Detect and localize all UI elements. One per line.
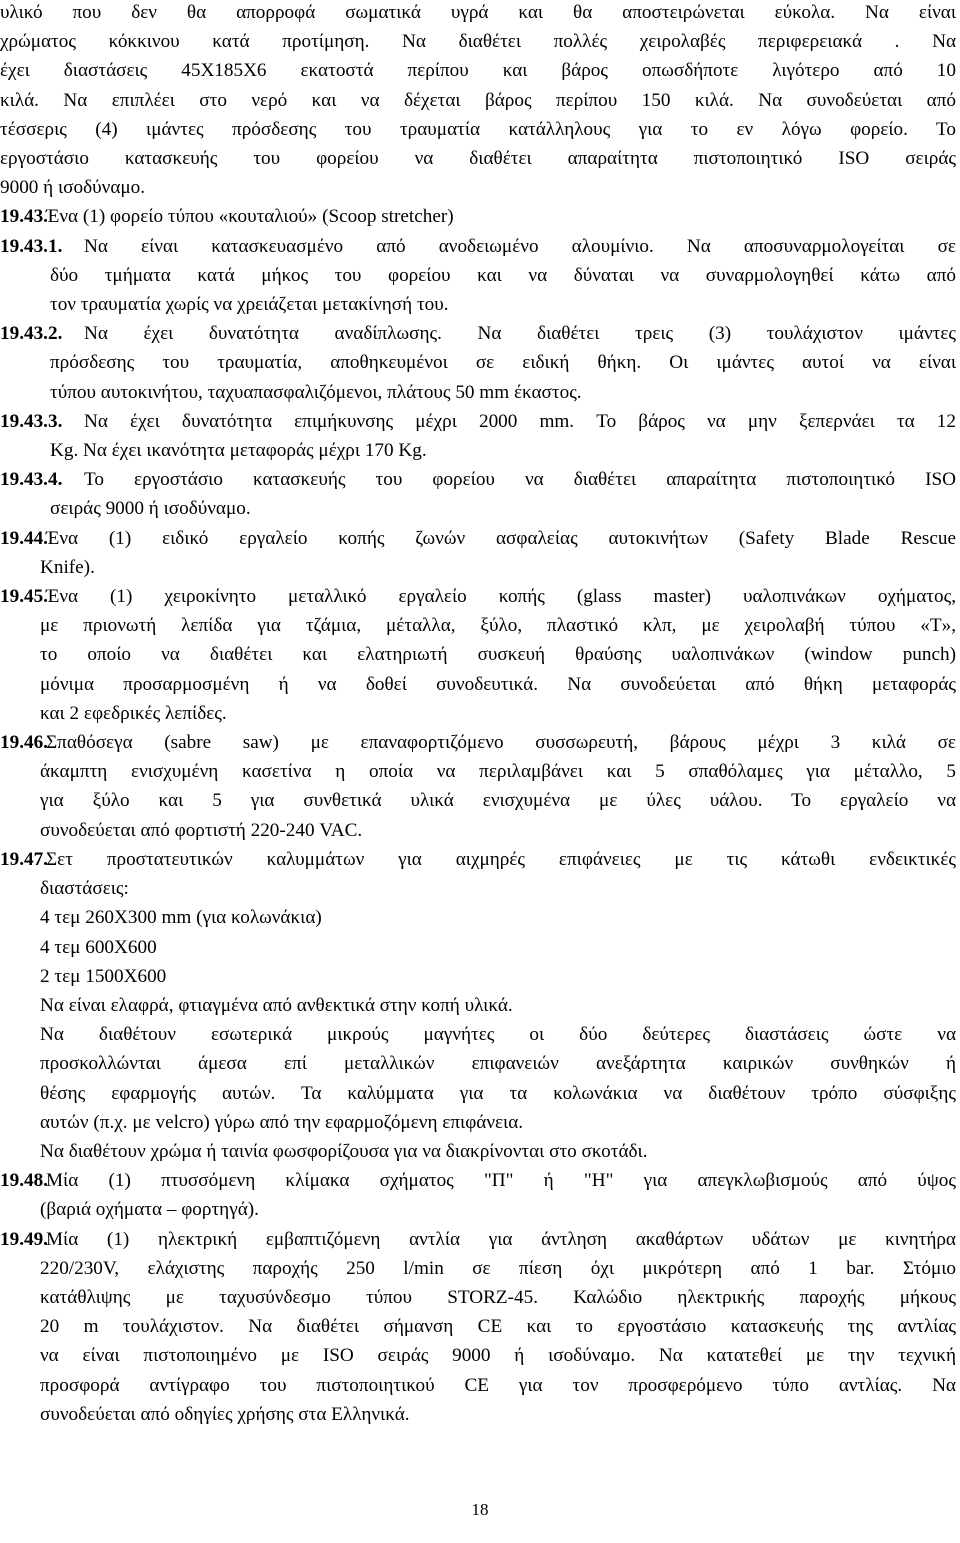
item-line	[0, 786, 956, 815]
numbered-item	[0, 524, 956, 582]
item-line	[0, 1020, 956, 1049]
item-number: 19.49.	[0, 1228, 48, 1250]
item-line	[0, 1195, 956, 1224]
item-first-line	[0, 232, 956, 261]
item-number: 19.43.1.	[0, 235, 63, 257]
indent-spacer	[0, 640, 40, 669]
item-first-line	[0, 845, 956, 874]
indent-spacer	[0, 1020, 40, 1049]
item-number: 19.48.	[0, 1170, 48, 1192]
text-line: δύο τμήματα κατά μήκος του φορείου και να δύναται να συναρμολογηθεί κάτω από	[50, 264, 956, 286]
item-line	[0, 874, 956, 903]
item-line	[0, 933, 956, 962]
item-line	[0, 1137, 956, 1166]
item-number: 19.43.3.	[0, 410, 63, 432]
text-line: Να έχει δυνατότητα επιμήκυνσης μέχρι 2000 mm. Το βάρος να μην ξεπερνάει τα 12	[84, 410, 956, 432]
text-line: το οποίο να διαθέτει και ελατηριωτή συσκευή θραύσης υαλοπινάκων (window punch)	[40, 644, 956, 666]
item-line	[0, 640, 956, 669]
text-line: 4 τεμ 600X600	[40, 936, 157, 958]
indent-spacer	[0, 1400, 40, 1429]
item-line	[0, 903, 956, 932]
item-line	[0, 757, 956, 786]
item-line	[0, 1341, 956, 1370]
text-line: 4 τεμ 260X300 mm (για κολωνάκια)	[40, 907, 322, 929]
item-first-line	[0, 202, 956, 231]
item-line	[0, 494, 956, 523]
item-line	[0, 991, 956, 1020]
item-line	[0, 290, 956, 319]
text-line: υλικό που δεν θα απορροφά σωματικά υγρά και θα αποστειρώνεται εύκολα. Να είναι	[0, 2, 956, 23]
item-number: 19.43.4.	[0, 469, 63, 491]
indent-spacer	[0, 757, 40, 786]
indent-spacer	[0, 261, 50, 290]
text-line: τέσσερις (4) ιμάντες πρόσδεσης του τραυματία κατάλληλους για το εν λόγω φορείο. Το	[0, 118, 956, 140]
text-line: 220/230V, ελάχιστης παροχής 250 l/min σε πίεση όχι μικρότερη από 1 bar. Στόμιο	[40, 1257, 956, 1279]
indent-spacer	[0, 553, 40, 582]
numbered-item	[0, 319, 956, 407]
item-first-line	[0, 319, 956, 348]
item-line	[0, 816, 956, 845]
indent-spacer	[0, 874, 40, 903]
item-first-line	[0, 465, 956, 494]
text-line: εργοστάσιο κατασκευής του φορείου να διαθέτει απαραίτητα πιστοποιητικό ISO σειράς	[0, 148, 956, 170]
item-line	[0, 1312, 956, 1341]
indent-spacer	[0, 786, 40, 815]
text-line: 20 m τουλάχιστον. Να διαθέτει σήμανση CE και το εργοστάσιο κατασκευής της αντλίας	[40, 1316, 956, 1338]
item-line	[0, 1108, 956, 1137]
text-line: διαστάσεις:	[40, 878, 129, 900]
text-line: 9000 ή ισοδύναμο.	[0, 177, 146, 199]
numbered-item	[0, 1225, 956, 1429]
numbered-item	[0, 1166, 956, 1224]
continuation-paragraph	[0, 0, 956, 202]
text-line: Knife).	[40, 556, 95, 578]
item-line	[0, 1049, 956, 1078]
text-line: Να είναι ελαφρά, φτιαγμένα από ανθεκτικά στην κοπή υλικά.	[40, 994, 513, 1016]
indent-spacer	[0, 378, 50, 407]
item-number: 19.45.	[0, 586, 48, 608]
text-line: και 2 εφεδρικές λεπίδες.	[40, 702, 227, 724]
text-line: Να διαθέτουν εσωτερικά μικρούς μαγνήτες οι δύο δεύτερες διαστάσεις ώστε να	[40, 1024, 956, 1046]
indent-spacer	[0, 1049, 40, 1078]
indent-spacer	[0, 1195, 40, 1224]
item-first-line	[0, 582, 956, 611]
indent-spacer	[0, 903, 40, 932]
text-line: κατάθλιψης με ταχυσύνδεσμο τύπου STORZ-45. Καλώδιο ηλεκτρικής παροχής μήκους	[40, 1286, 956, 1308]
text-line: Να διαθέτουν χρώμα ή ταινία φωσφορίζουσα για να διακρίνονται στο σκοτάδι.	[40, 1140, 648, 1162]
text-line: αυτών (π.χ. με velcro) γύρω από την εφαρμοζόμενη επιφάνεια.	[40, 1111, 524, 1133]
indent-spacer	[0, 290, 50, 319]
text-line: προσκολλώνται άμεσα επί μεταλλικών επιφανειών ανεξάρτητα καιρικών συνθηκών ή	[40, 1053, 956, 1075]
text-line: θέσης εφαρμογής αυτών. Τα καλύμματα για τα κολωνάκια να διαθέτουν τρόπο σύσφιξης	[40, 1082, 956, 1104]
indent-spacer	[0, 1108, 40, 1137]
text-line: Να είναι κατασκευασμένο από ανοδειωμένο αλουμίνιο. Να αποσυναρμολογείται σε	[84, 235, 956, 257]
indent-spacer	[0, 1283, 40, 1312]
numbered-item	[0, 407, 956, 465]
item-first-line	[0, 524, 956, 553]
item-line	[0, 962, 956, 991]
numbered-item	[0, 728, 956, 845]
text-line: έχει διαστάσεις 45X185X6 εκατοστά περίπου και βάρος οπωσδήποτε λιγότερο από 10	[0, 60, 956, 82]
item-first-line	[0, 728, 956, 757]
item-first-line	[0, 407, 956, 436]
numbered-item	[0, 232, 956, 320]
indent-spacer	[0, 494, 50, 523]
numbered-item	[0, 582, 956, 728]
text-line: 2 τεμ 1500X600	[40, 965, 167, 987]
text-line: Ένα (1) ειδικό εργαλείο κοπής ζωνών ασφαλείας αυτοκινήτων (Safety Blade Rescue	[46, 527, 956, 549]
indent-spacer	[0, 699, 40, 728]
numbered-item	[0, 845, 956, 1166]
text-line: (βαριά οχήματα – φορτηγά).	[40, 1199, 259, 1221]
item-line	[0, 261, 956, 290]
item-line	[0, 670, 956, 699]
item-line	[0, 611, 956, 640]
text-line: τον τραυματία χωρίς να χρειάζεται μετακίνησή του.	[50, 294, 449, 316]
numbered-item	[0, 465, 956, 523]
item-number: 19.43.2.	[0, 323, 63, 345]
indent-spacer	[0, 1079, 40, 1108]
item-line	[0, 1283, 956, 1312]
indent-spacer	[0, 670, 40, 699]
text-line: Μία (1) πτυσσόμενη κλίμακα σχήματος "Π" ή "Η" για απεγκλωβισμούς από ύψος	[46, 1170, 956, 1192]
text-line: προσφορά αντίγραφο του πιστοποιητικού CE για τον προσφερόμενο τύπο αντλίας. Να	[40, 1374, 956, 1396]
item-line	[0, 1079, 956, 1108]
page-number: 18	[471, 1500, 489, 1519]
text-line: σειράς 9000 ή ισοδύναμο.	[50, 498, 251, 520]
text-line: να είναι πιστοποιημένο με ISO σειράς 9000 ή ισοδύναμο. Να κατατεθεί με την τεχνική	[40, 1345, 956, 1367]
text-line: τύπου αυτοκινήτου, ταχυαπασφαλιζόμενοι, πλάτους 50 mm έκαστος.	[50, 381, 582, 403]
text-line: συνοδεύεται από οδηγίες χρήσης στα Ελληνικά.	[40, 1403, 410, 1425]
item-number: 19.46.	[0, 732, 48, 754]
numbered-item	[0, 202, 956, 231]
text-line: μόνιμα προσαρμοσμένη ή να δοθεί συνοδευτικά. Να συνοδεύεται από θήκη μεταφοράς	[40, 673, 956, 695]
text-line: Σπαθόσεγα (sabre saw) με επαναφορτιζόμενο συσσωρευτή, βάρους μέχρι 3 κιλά σε	[46, 732, 956, 754]
indent-spacer	[0, 1137, 40, 1166]
item-line	[0, 553, 956, 582]
text-line: Το εργοστάσιο κατασκευής του φορείου να διαθέτει απαραίτητα πιστοποιητικό ISO	[84, 469, 956, 491]
text-line: Να έχει δυνατότητα αναδίπλωσης. Να διαθέτει τρεις (3) τουλάχιστον ιμάντες	[84, 323, 956, 345]
text-line: για ξύλο και 5 για συνθετικά υλικά ενισχυμένα με ύλες υάλου. Το εργαλείο να	[40, 790, 956, 812]
indent-spacer	[0, 1254, 40, 1283]
text-line: με πριονωτή λεπίδα για τζάμια, μέταλλα, ξύλο, πλαστικό κλπ, με χειρολαβή τύπου «Τ»,	[40, 615, 956, 637]
item-line	[0, 1254, 956, 1283]
item-line	[0, 436, 956, 465]
text-line: πρόσδεσης του τραυματία, αποθηκευμένοι σε ειδική θήκη. Οι ιμάντες αυτοί να είναι	[50, 352, 956, 374]
item-first-line	[0, 1225, 956, 1254]
item-number: 19.47.	[0, 848, 48, 870]
text-line: κιλά. Να επιπλέει στο νερό και να δέχεται βάρος περίπου 150 κιλά. Να συνοδεύεται από	[0, 89, 956, 111]
text-line: χρώματος κόκκινου κατά προτίμηση. Να διαθέτει πολλές χειρολαβές περιφερειακά . Να	[0, 31, 956, 53]
text-line: άκαμπτη ενισχυμένη κασετίνα η οποία να περιλαμβάνει και 5 σπαθόλαμες για μέταλλο, 5	[40, 761, 956, 783]
item-line	[0, 1371, 956, 1400]
item-line	[0, 1400, 956, 1429]
indent-spacer	[0, 1341, 40, 1370]
indent-spacer	[0, 348, 50, 377]
indent-spacer	[0, 1312, 40, 1341]
item-number: 19.43.	[0, 206, 48, 228]
indent-spacer	[0, 816, 40, 845]
text-line: Kg. Να έχει ικανότητα μεταφοράς μέχρι 170 Kg.	[50, 440, 427, 462]
item-first-line	[0, 1166, 956, 1195]
item-line	[0, 699, 956, 728]
indent-spacer	[0, 436, 50, 465]
text-line: Ένα (1) φορείο τύπου «κουταλιού» (Scoop stretcher)	[46, 206, 454, 228]
text-line: Σετ προστατευτικών καλυμμάτων για αιχμηρές επιφάνειες με τις κάτωθι ενδεικτικές	[46, 848, 956, 870]
text-line: Μία (1) ηλεκτρική εμβαπτιζόμενη αντλία για άντληση ακαθάρτων υδάτων με κινητήρα	[46, 1228, 956, 1250]
text-line: Ένα (1) χειροκίνητο μεταλλικό εργαλείο κοπής (glass master) υαλοπινάκων οχήματος,	[46, 586, 956, 608]
indent-spacer	[0, 1371, 40, 1400]
item-line	[0, 348, 956, 377]
item-number: 19.44.	[0, 527, 48, 549]
text-line: συνοδεύεται από φορτιστή 220-240 VAC.	[40, 819, 363, 841]
indent-spacer	[0, 991, 40, 1020]
indent-spacer	[0, 611, 40, 640]
indent-spacer	[0, 962, 40, 991]
indent-spacer	[0, 933, 40, 962]
item-line	[0, 378, 956, 407]
